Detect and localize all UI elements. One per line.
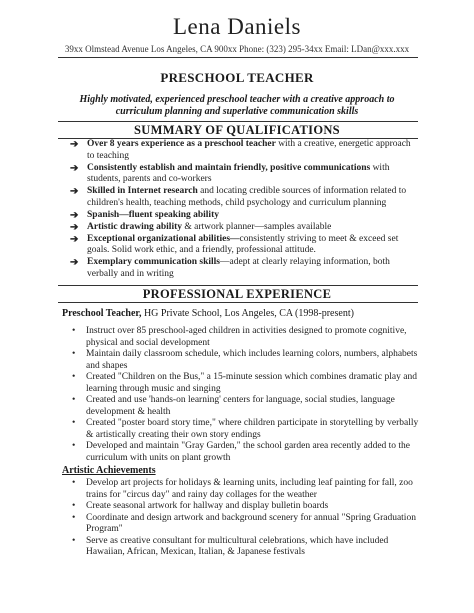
experience-top-divider [58, 285, 418, 286]
arrow-icon: ➔ [70, 209, 79, 221]
qualification-bold: Exceptional organizational abilities— [87, 233, 240, 244]
list-item [72, 478, 422, 501]
bullet-icon: • [72, 418, 76, 428]
bullet-icon: • [72, 501, 76, 511]
qualifications-list [70, 139, 420, 281]
arrow-icon: ➔ [70, 139, 79, 150]
qualification-bold: Over 8 years experience as a preschool teacher [87, 139, 276, 149]
list-item [72, 536, 422, 559]
arrow-icon: ➔ [70, 257, 79, 268]
list-item [72, 501, 422, 513]
list-item [72, 395, 422, 418]
qualification-text: —adept at clearly relaying information, both verbally and in writing [87, 257, 390, 279]
bullet-text: Create seasonal artwork for hallway and display bulletin boards [86, 501, 329, 511]
bullet-icon: • [72, 441, 76, 451]
qualification-bold: Skilled in Internet research [87, 186, 198, 196]
bullet-icon: • [72, 349, 76, 359]
qualification-text: with students, parents and co-workers [87, 162, 390, 184]
list-item [70, 234, 420, 257]
arrow-icon: ➔ [70, 186, 79, 197]
arrow-icon: ➔ [70, 233, 79, 245]
qualification-text: with a creative, energetic approach to teaching [87, 139, 411, 161]
bullet-text: Created "Children on the Bus," a 15-minute session which combines dramatic play and learning through music and singing [86, 372, 417, 394]
experience-bottom-divider [58, 302, 418, 303]
list-item [70, 257, 420, 280]
artistic-achievements-heading: Artistic Achievements [62, 465, 156, 476]
bullet-icon: • [72, 535, 76, 546]
list-item [70, 222, 420, 234]
bullet-icon: • [72, 326, 76, 336]
job-details: HG Private School, Los Angeles, CA (1998-present) [141, 308, 354, 319]
arrow-icon: ➔ [70, 162, 79, 174]
qualification-text: and locating credible sources of information related to children's health, teaching methods, child psychology and curriculum planning [87, 186, 407, 208]
job-title: PRESCHOOL TEACHER [160, 70, 314, 85]
bullet-text: Maintain daily classroom schedule, which includes learning colors, numbers, alphabets and shapes [86, 349, 418, 371]
applicant-name: Lena Daniels [173, 14, 301, 39]
list-item [70, 186, 420, 209]
summary-heading: SUMMARY OF QUALIFICATIONS [134, 123, 340, 137]
qualification-text: & artwork planner—samples available [182, 221, 332, 232]
list-item [72, 349, 422, 372]
job-entry [62, 308, 354, 319]
bullet-text: Develop art projects for holidays & learning units, including leaf painting for fall, zoo trains for "circus day" and rainy day collages for the weather [86, 478, 413, 500]
bullet-icon: • [72, 512, 76, 523]
list-item [72, 513, 422, 536]
header-divider [58, 57, 418, 58]
list-item [72, 372, 422, 395]
contact-line: 39xx Olmstead Avenue Los Angeles, CA 900xx Phone: (323) 295-34xx Email: LDan@xxx.xxx [64, 44, 410, 54]
bullet-icon: • [72, 478, 76, 488]
bullet-text: Serve as creative consultant for multicultural celebrations, which have included Hawaiian, African, Mexican, Italian, & Japanese festivals [86, 535, 389, 557]
experience-heading: PROFESSIONAL EXPERIENCE [142, 287, 332, 301]
bullet-text: Coordinate and design artwork and background scenery for annual "Spring Graduation Program" [86, 512, 416, 534]
list-item [70, 139, 420, 162]
artistic-bullets [72, 478, 422, 559]
qualification-bold: Artistic drawing ability [87, 221, 182, 232]
list-item [72, 418, 422, 441]
list-item [70, 210, 420, 222]
summary-top-divider [58, 121, 418, 122]
bullet-icon: • [72, 395, 76, 405]
qualification-bold: Exemplary communication skills [87, 257, 221, 267]
bullet-icon: • [72, 372, 76, 382]
bullet-text: Instruct over 85 preschool-aged children in activities designed to promote cognitive, physical and social development [86, 326, 407, 348]
qualification-bold: Spanish—fluent speaking ability [87, 209, 219, 220]
experience-bullets [72, 326, 422, 464]
job-role: Preschool Teacher, [62, 308, 142, 319]
bullet-text: Developed and maintain "Gray Garden," the school garden area recently added to the curriculum with units on plant growth [86, 441, 411, 463]
bullet-text: Created and use 'hands-on learning' centers for language, social studies, language development & health [86, 395, 395, 417]
qualification-text: consistently striving to meet & exceed set goals. Solid work ethic, and a friendly, professional attitude. [87, 233, 399, 255]
list-item [70, 163, 420, 186]
tagline: Highly motivated, experienced preschool teacher with a creative approach to curriculum planning and superlative communication skills [79, 94, 395, 117]
list-item [72, 326, 422, 349]
list-item [72, 441, 422, 464]
bullet-text: Created "poster board story time," where children participate in storytelling by verbally & artistically creating their own story endings [86, 418, 419, 440]
qualification-bold: Consistently establish and maintain friendly, positive communications [87, 162, 371, 173]
arrow-icon: ➔ [70, 221, 79, 233]
